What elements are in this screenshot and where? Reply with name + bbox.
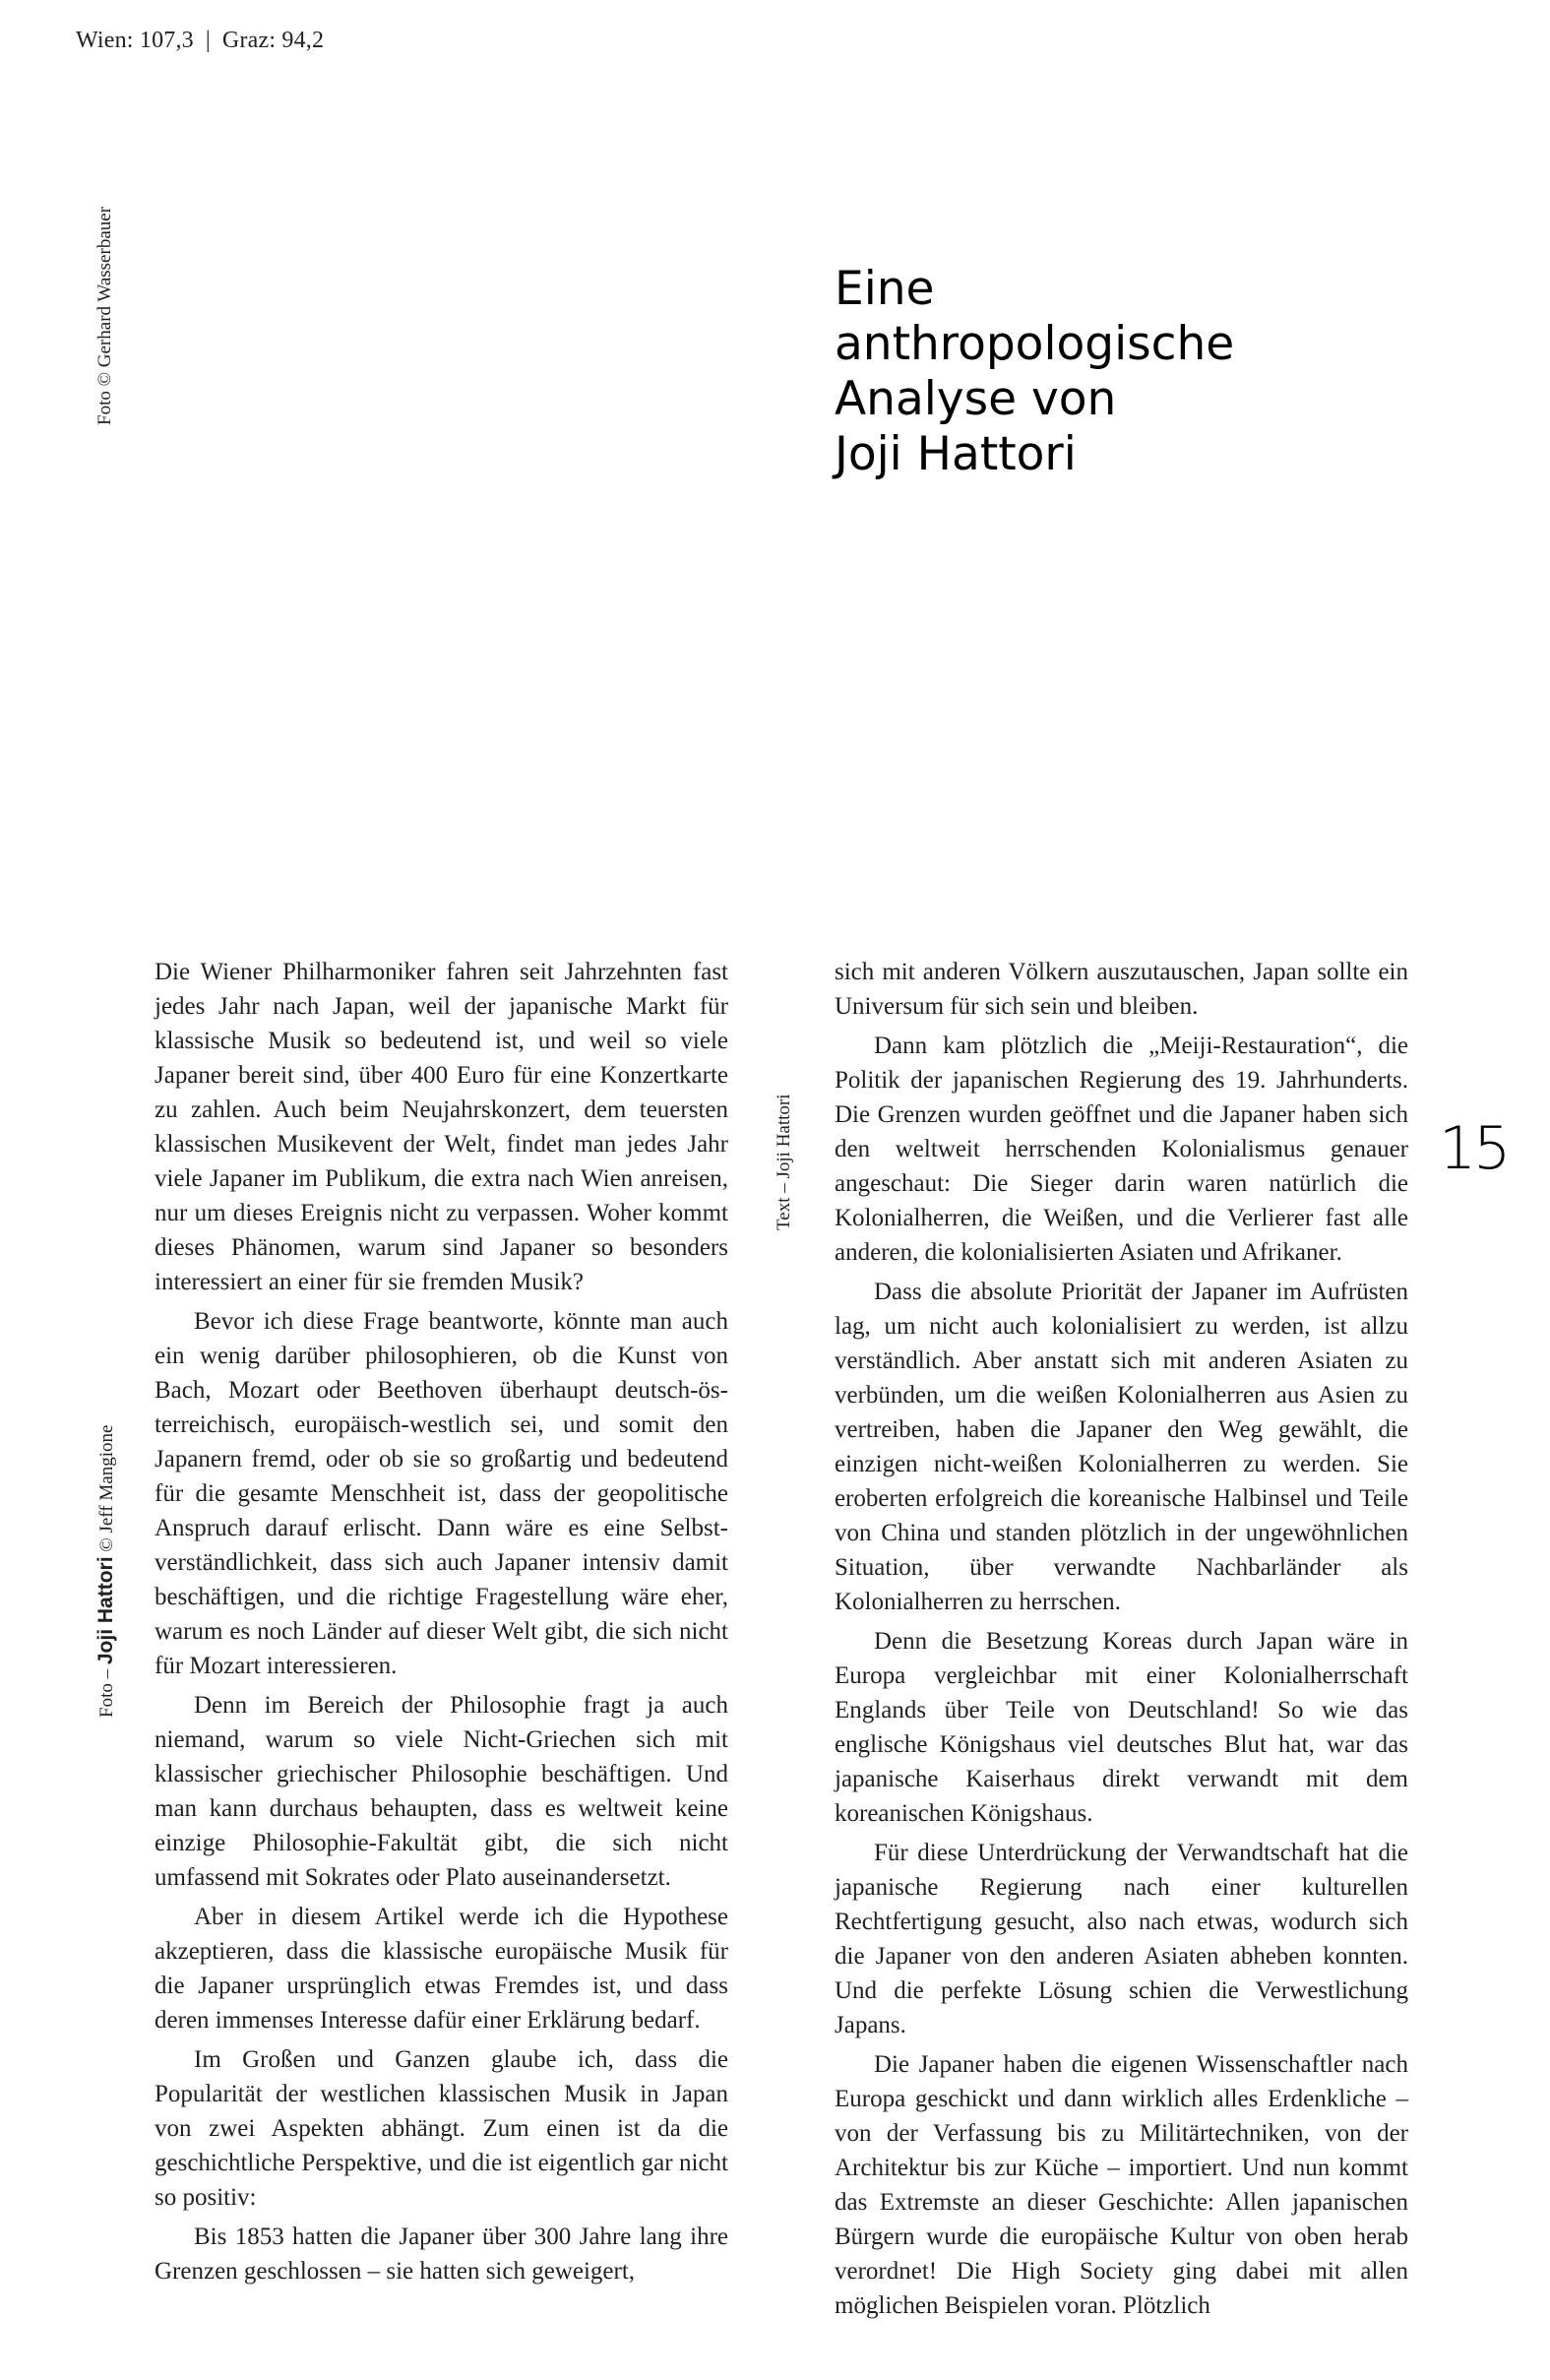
side-photo-credit-name: Joji Hattori [94,1556,117,1665]
side-photo-credit-suffix: © Jeff Mangione [96,1424,117,1552]
page-number: 15 [1439,1114,1509,1183]
article-column-left [155,955,728,2293]
side-photo-credit-prefix: Foto – [96,1668,117,1718]
body-paragraph: Im Großen und Ganzen glaube ich, dass die Popularität der westlichen klassischen Musik in Japan von zwei Aspekten abhängt. Zum einen ist da die geschichtliche Perspektive, und die ist eigentlich gar nicht so positiv: [155,2046,728,2211]
body-paragraph: Dann kam plötzlich die „Meiji-Restauration“, die Politik der japanischen Regierung des 19. Jahrhunderts. Die Grenzen wurden geöffnet und die Japaner haben sich den weltweit herrschenden Kolonialismus genauer angeschaut: Die Sieger darin waren natürlich die Kolonialherren, die Weißen, und die Verlierer fast alle anderen, die kolonialisierten Asiaten und Afrikaner. [835,1033,1408,1266]
body-paragraph: Denn im Bereich der Philosophie fragt ja auch niemand, warum so viele Nicht-Griechen sich mit klassischer griechischer Philosophie beschäftigen. Und man kann durchaus behaupten, dass es weltweit keine einzige Philosophie-Fakultät gibt, die sich nicht umfassend mit Sokrates oder Plato auseinandersetzt. [155,1692,728,1891]
title-line: Eine [835,262,935,316]
body-paragraph: Aber in diesem Artikel werde ich die Hypothese akzeptieren, dass die klassische europäische Musik für die Japaner ursprünglich etwas Fremdes ist, und dass deren immenses Interesse dafür einer Erklärung bedarf. [155,1904,728,2034]
body-paragraph: Denn die Besetzung Koreas durch Japan wäre in Europa vergleichbar mit einer Kolonialherrschaft Englands über Teile von Deutschland! So wie das englische Königshaus viel deutsches Blut hat, war das japanische Kaiserhaus direkt verwandt mit dem koreanischen Königshaus. [835,1628,1408,1827]
body-paragraph: Dass die absolute Priorität der Japaner im Aufrüsten lag, um nicht auch kolonialisiert zu werden, ist allzu verständlich. Aber anstatt sich mit anderen Asiaten zu verbünden, um die weißen Kolonialherren aus Asien zu vertreiben, haben die Japaner den Weg gewählt, die einzigen nicht-weißen Kolonialherren zu werden. Sie eroberten erfolgreich die koreanische Halbinsel und Teile von China und standen plötzlich in der ungewöhnlichen Situation, über verwandte Nachbarländer als Kolonialherren zu herrschen. [835,1279,1408,1615]
title-line: anthropologische [835,317,1235,371]
top-photo-credit: Foto © Gerhard Wasserbauer [94,206,115,425]
body-paragraph: sich mit anderen Völkern auszutauschen, Japan sollte ein Universum für sich sein und bleiben. [835,959,1408,1020]
article-title [835,262,1346,482]
text-credit: Text – Joji Hattori [774,1094,794,1230]
title-line: Analyse von [835,372,1117,426]
article-column-right [835,955,1408,2328]
title-line: Joji Hattori [835,427,1077,481]
body-paragraph: Die Japaner haben die eigenen Wissenschaftler nach Europa geschickt und dann wirklich alles Erdenkliche – von der Verfassung bis zu Militärtechniken, von der Architektur bis zur Küche – importiert. Und nun kommt das Extremste an dieser Geschichte: Allen japanischen Bürgern wurde die europäische Kultur von oben herab verordnet! Die High Society ging dabei mit allen möglichen Beispielen voran. Plötzlich [835,2051,1408,2319]
radio-frequency-graz: Graz: 94,2 [221,28,325,53]
body-paragraph: Bevor ich diese Frage beantworte, könnte man auch ein wenig darüber philosophieren, ob die Kunst von Bach, Mozart oder Beethoven überhaupt deutsch-österreichisch, europäisch-westlich sei, und somit den Japanern fremd, oder ob sie so großartig und bedeutend für die gesamte Menschheit ist, dass der geopolitische Anspruch darauf erlischt. Dann wäre es eine Selbstverständlichkeit, dass sich auch Japaner intensiv damit beschäftigen, und die richtige Fragestellung wäre eher, warum es noch Länder auf dieser Welt gibt, die sich nicht für Mozart interessieren. [155,1308,728,1679]
body-paragraph: Für diese Unterdrückung der Verwandtschaft hat die japanische Regierung nach einer kulturellen Rechtfertigung gesucht, also nach etwas, wodurch sich die Japaner von den anderen Asiaten abheben konnten. Und die perfekte Lösung schien die Verwestlichung Japans. [835,1840,1408,2038]
body-paragraph: Die Wiener Philharmoniker fahren seit Jahrzehnten fast jedes Jahr nach Japan, weil der japanische Markt für klassische Musik so bedeutend ist, und weil so viele Japaner bereit sind, über 400 Euro für eine Konzertkarte zu zahlen. Auch beim Neujahrskonzert, dem teuersten klassischen Musikevent der Welt, findet man jedes Jahr viele Japaner im Publikum, die extra nach Wien anreisen, nur um dieses Ereignis nicht zu verpassen. Woher kommt dieses Phänomen, warum sind Japaner so besonders interessiert an einer für sie fremden Musik? [155,959,728,1295]
side-photo-credit [94,1425,118,1718]
running-header [76,28,324,54]
header-separator: | [205,28,211,53]
body-paragraph: Bis 1853 hatten die Japaner über 300 Jahre lang ihre Grenzen geschlossen – sie hatten sich geweigert, [155,2223,728,2285]
radio-frequency-wien: Wien: 107,3 [76,28,194,53]
